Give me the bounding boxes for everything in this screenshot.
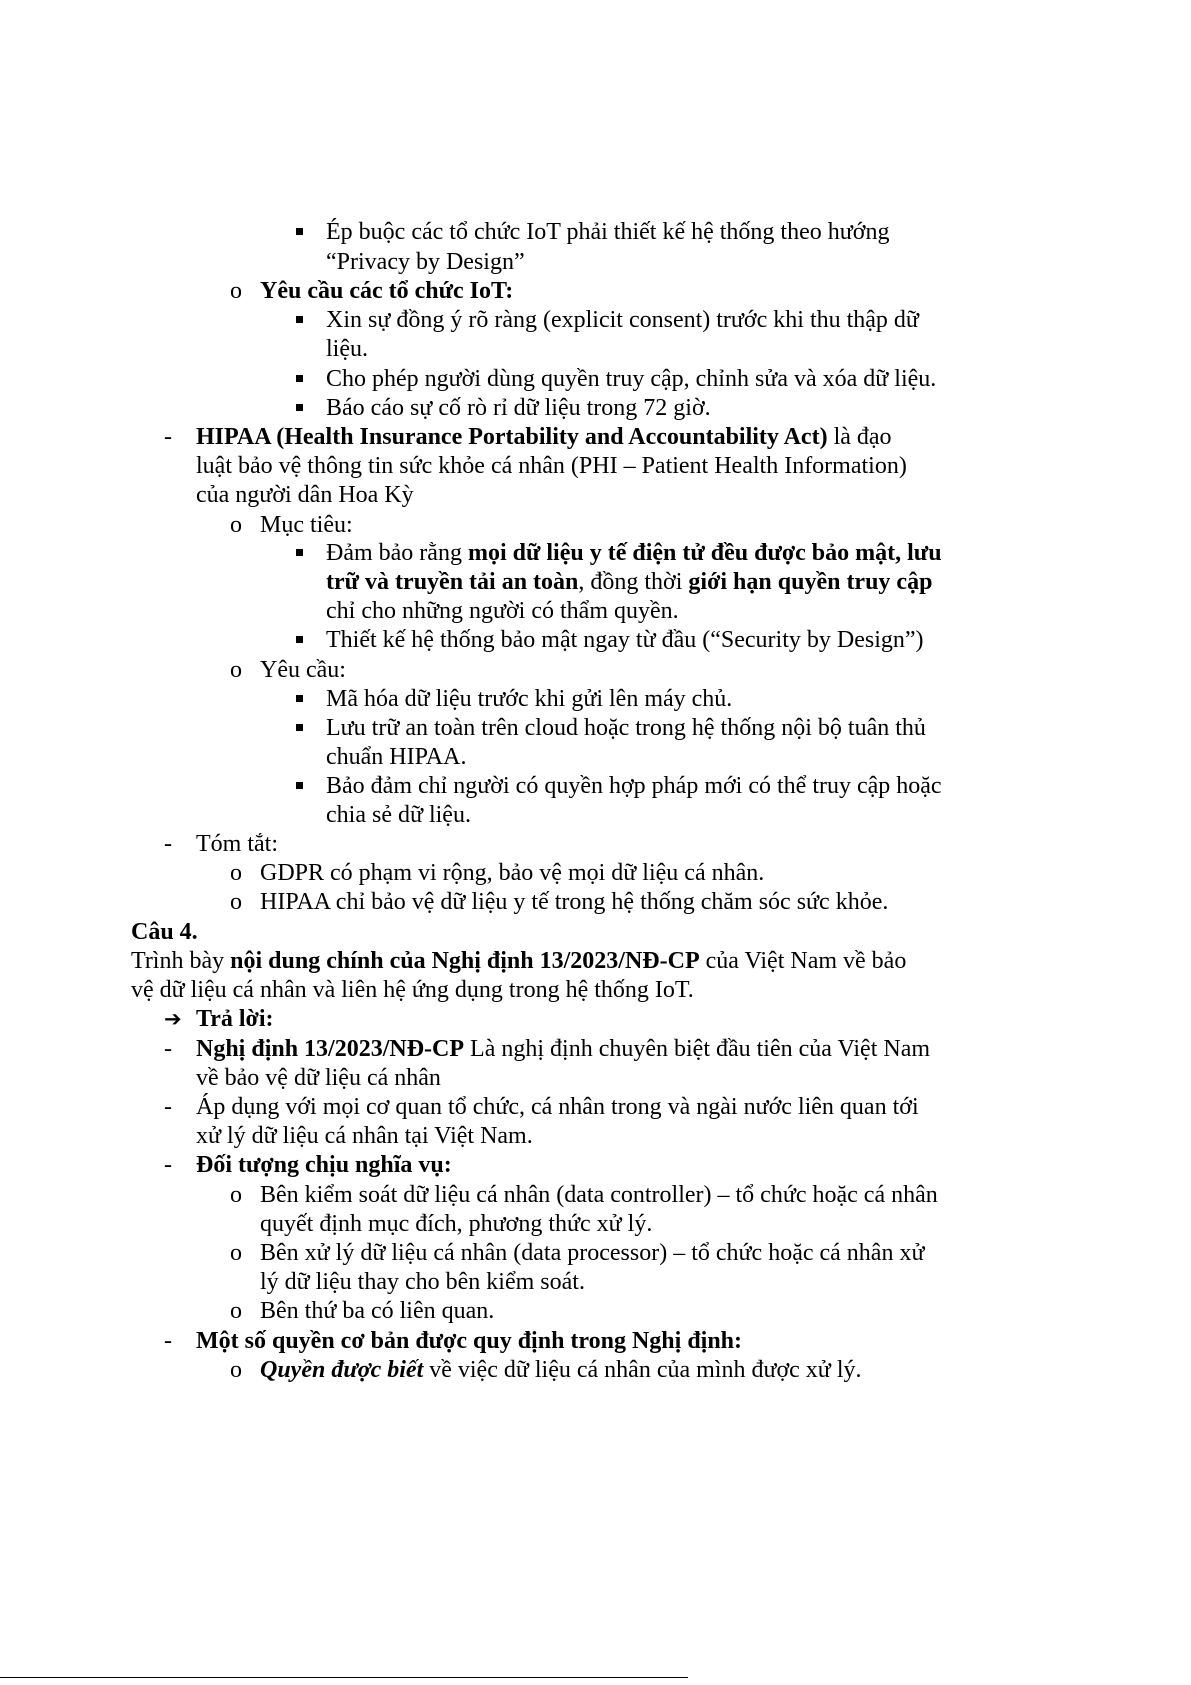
square-bullet-icon (296, 549, 303, 556)
dash-bullet: - (164, 1094, 172, 1120)
square-bullet-icon (296, 636, 303, 643)
text-run: , đồng thời (578, 569, 689, 595)
dash-bullet: - (164, 1036, 172, 1062)
dash-bullet: - (164, 831, 172, 857)
bullet-text: Lưu trữ an toàn trên cloud hoặc trong hệ thống nội bộ tuân thủ (326, 715, 926, 741)
bullet-text: Bảo đảm chỉ người có quyền hợp pháp mới có thể truy cập hoặc (326, 773, 942, 799)
bullet-text: Thiết kế hệ thống bảo mật ngay từ đầu (“Security by Design”) (326, 627, 924, 653)
bullet-text (326, 538, 942, 568)
circle-bullet: o (230, 1298, 242, 1324)
bullet-text: Cho phép người dùng quyền truy cập, chỉnh sửa và xóa dữ liệu. (326, 366, 937, 392)
list-item: quyết định mục đích, phương thức xử lý. (260, 1211, 653, 1237)
dash-bullet: - (164, 424, 172, 450)
bullet-text: Xin sự đồng ý rõ ràng (explicit consent) trước khi thu thập dữ (326, 307, 919, 333)
circle-bullet: o (230, 1182, 242, 1208)
page-bottom-rule (0, 1677, 688, 1678)
circle-bullet: o (230, 860, 242, 886)
list-item: Bên kiểm soát dữ liệu cá nhân (data controller) – tổ chức hoặc cá nhân (260, 1182, 938, 1208)
answer-label: Trả lời: (196, 1006, 274, 1032)
paragraph-line (196, 422, 892, 452)
arrow-right-icon: ➔ (164, 1007, 182, 1031)
list-item: lý dữ liệu thay cho bên kiểm soát. (260, 1269, 585, 1295)
paragraph-line (196, 1034, 930, 1064)
square-bullet-icon (296, 695, 303, 702)
paragraph-line: Tóm tắt: (196, 831, 278, 857)
bold-italic-run: Quyền được biết (260, 1357, 424, 1383)
bullet-text: “Privacy by Design” (326, 249, 525, 275)
paragraph-line: của người dân Hoa Kỳ (196, 482, 414, 508)
text-run: Là nghị định chuyên biệt đầu tiên của Việt Nam (464, 1036, 931, 1062)
bullet-text (326, 567, 932, 597)
list-item: HIPAA chỉ bảo vệ dữ liệu y tế trong hệ thống chăm sóc sức khỏe. (260, 889, 889, 915)
list-item (260, 1355, 861, 1385)
square-bullet-icon (296, 375, 303, 382)
paragraph-line: về bảo vệ dữ liệu cá nhân (196, 1065, 441, 1091)
bold-run: nội dung chính của Nghị định 13/2023/NĐ-CP (230, 948, 700, 974)
circle-bullet: o (230, 1357, 242, 1383)
bold-run: Nghị định 13/2023/NĐ-CP (196, 1036, 465, 1062)
circle-bullet: o (230, 1240, 242, 1266)
circle-bullet: o (230, 889, 242, 915)
bullet-text: chỉ cho những người có thẩm quyền. (326, 598, 679, 624)
bullet-text: Ép buộc các tổ chức IoT phải thiết kế hệ thống theo hướng (326, 219, 890, 245)
bold-run: giới hạn quyền truy cập (688, 569, 933, 595)
sub-heading: Mục tiêu: (260, 512, 353, 538)
bullet-text: chia sẻ dữ liệu. (326, 802, 471, 828)
text-run: là đạo (827, 424, 892, 450)
paragraph-heading: Một số quyền cơ bản được quy định trong Nghị định: (196, 1328, 743, 1354)
bullet-text: Mã hóa dữ liệu trước khi gửi lên máy chủ. (326, 686, 733, 712)
question-text (131, 946, 906, 976)
text-run: Trình bày (131, 948, 231, 974)
text-run: Đảm bảo rằng (326, 540, 468, 566)
bold-run: trữ và truyền tải an toàn (326, 569, 579, 595)
list-item: Bên thứ ba có liên quan. (260, 1298, 495, 1324)
paragraph-heading: Đối tượng chịu nghĩa vụ: (196, 1152, 452, 1178)
list-item: GDPR có phạm vi rộng, bảo vệ mọi dữ liệu cá nhân. (260, 860, 765, 886)
circle-bullet: o (230, 512, 242, 538)
circle-bullet: o (230, 657, 242, 683)
text-run: về việc dữ liệu cá nhân của mình được xử lý. (423, 1357, 862, 1383)
list-item: Bên xử lý dữ liệu cá nhân (data processor) – tổ chức hoặc cá nhân xử (260, 1240, 925, 1266)
square-bullet-icon (296, 404, 303, 411)
bullet-text: liệu. (326, 336, 368, 362)
circle-bullet: o (230, 278, 242, 304)
sub-heading: Yêu cầu các tổ chức IoT: (260, 278, 514, 304)
bullet-text: chuẩn HIPAA. (326, 744, 467, 770)
paragraph-line: xử lý dữ liệu cá nhân tại Việt Nam. (196, 1123, 533, 1149)
question-label: Câu 4. (131, 919, 198, 945)
bullet-text: Báo cáo sự cố rò rỉ dữ liệu trong 72 giờ. (326, 395, 711, 421)
square-bullet-icon (296, 724, 303, 731)
text-run: của Việt Nam về bảo (699, 948, 907, 974)
bold-run: mọi dữ liệu y tế điện tử đều được bảo mật, lưu (467, 540, 942, 566)
paragraph-line: luật bảo vệ thông tin sức khỏe cá nhân (PHI – Patient Health Information) (196, 453, 907, 479)
square-bullet-icon (296, 316, 303, 323)
square-bullet-icon (296, 228, 303, 235)
dash-bullet: - (164, 1328, 172, 1354)
dash-bullet: - (164, 1152, 172, 1178)
square-bullet-icon (296, 782, 303, 789)
sub-heading: Yêu cầu: (260, 657, 346, 683)
hipaa-title: HIPAA (Health Insurance Portability and Accountability Act) (196, 424, 828, 450)
paragraph-line: Áp dụng với mọi cơ quan tổ chức, cá nhân trong và ngài nước liên quan tới (196, 1094, 919, 1120)
question-text: vệ dữ liệu cá nhân và liên hệ ứng dụng trong hệ thống IoT. (131, 977, 694, 1003)
